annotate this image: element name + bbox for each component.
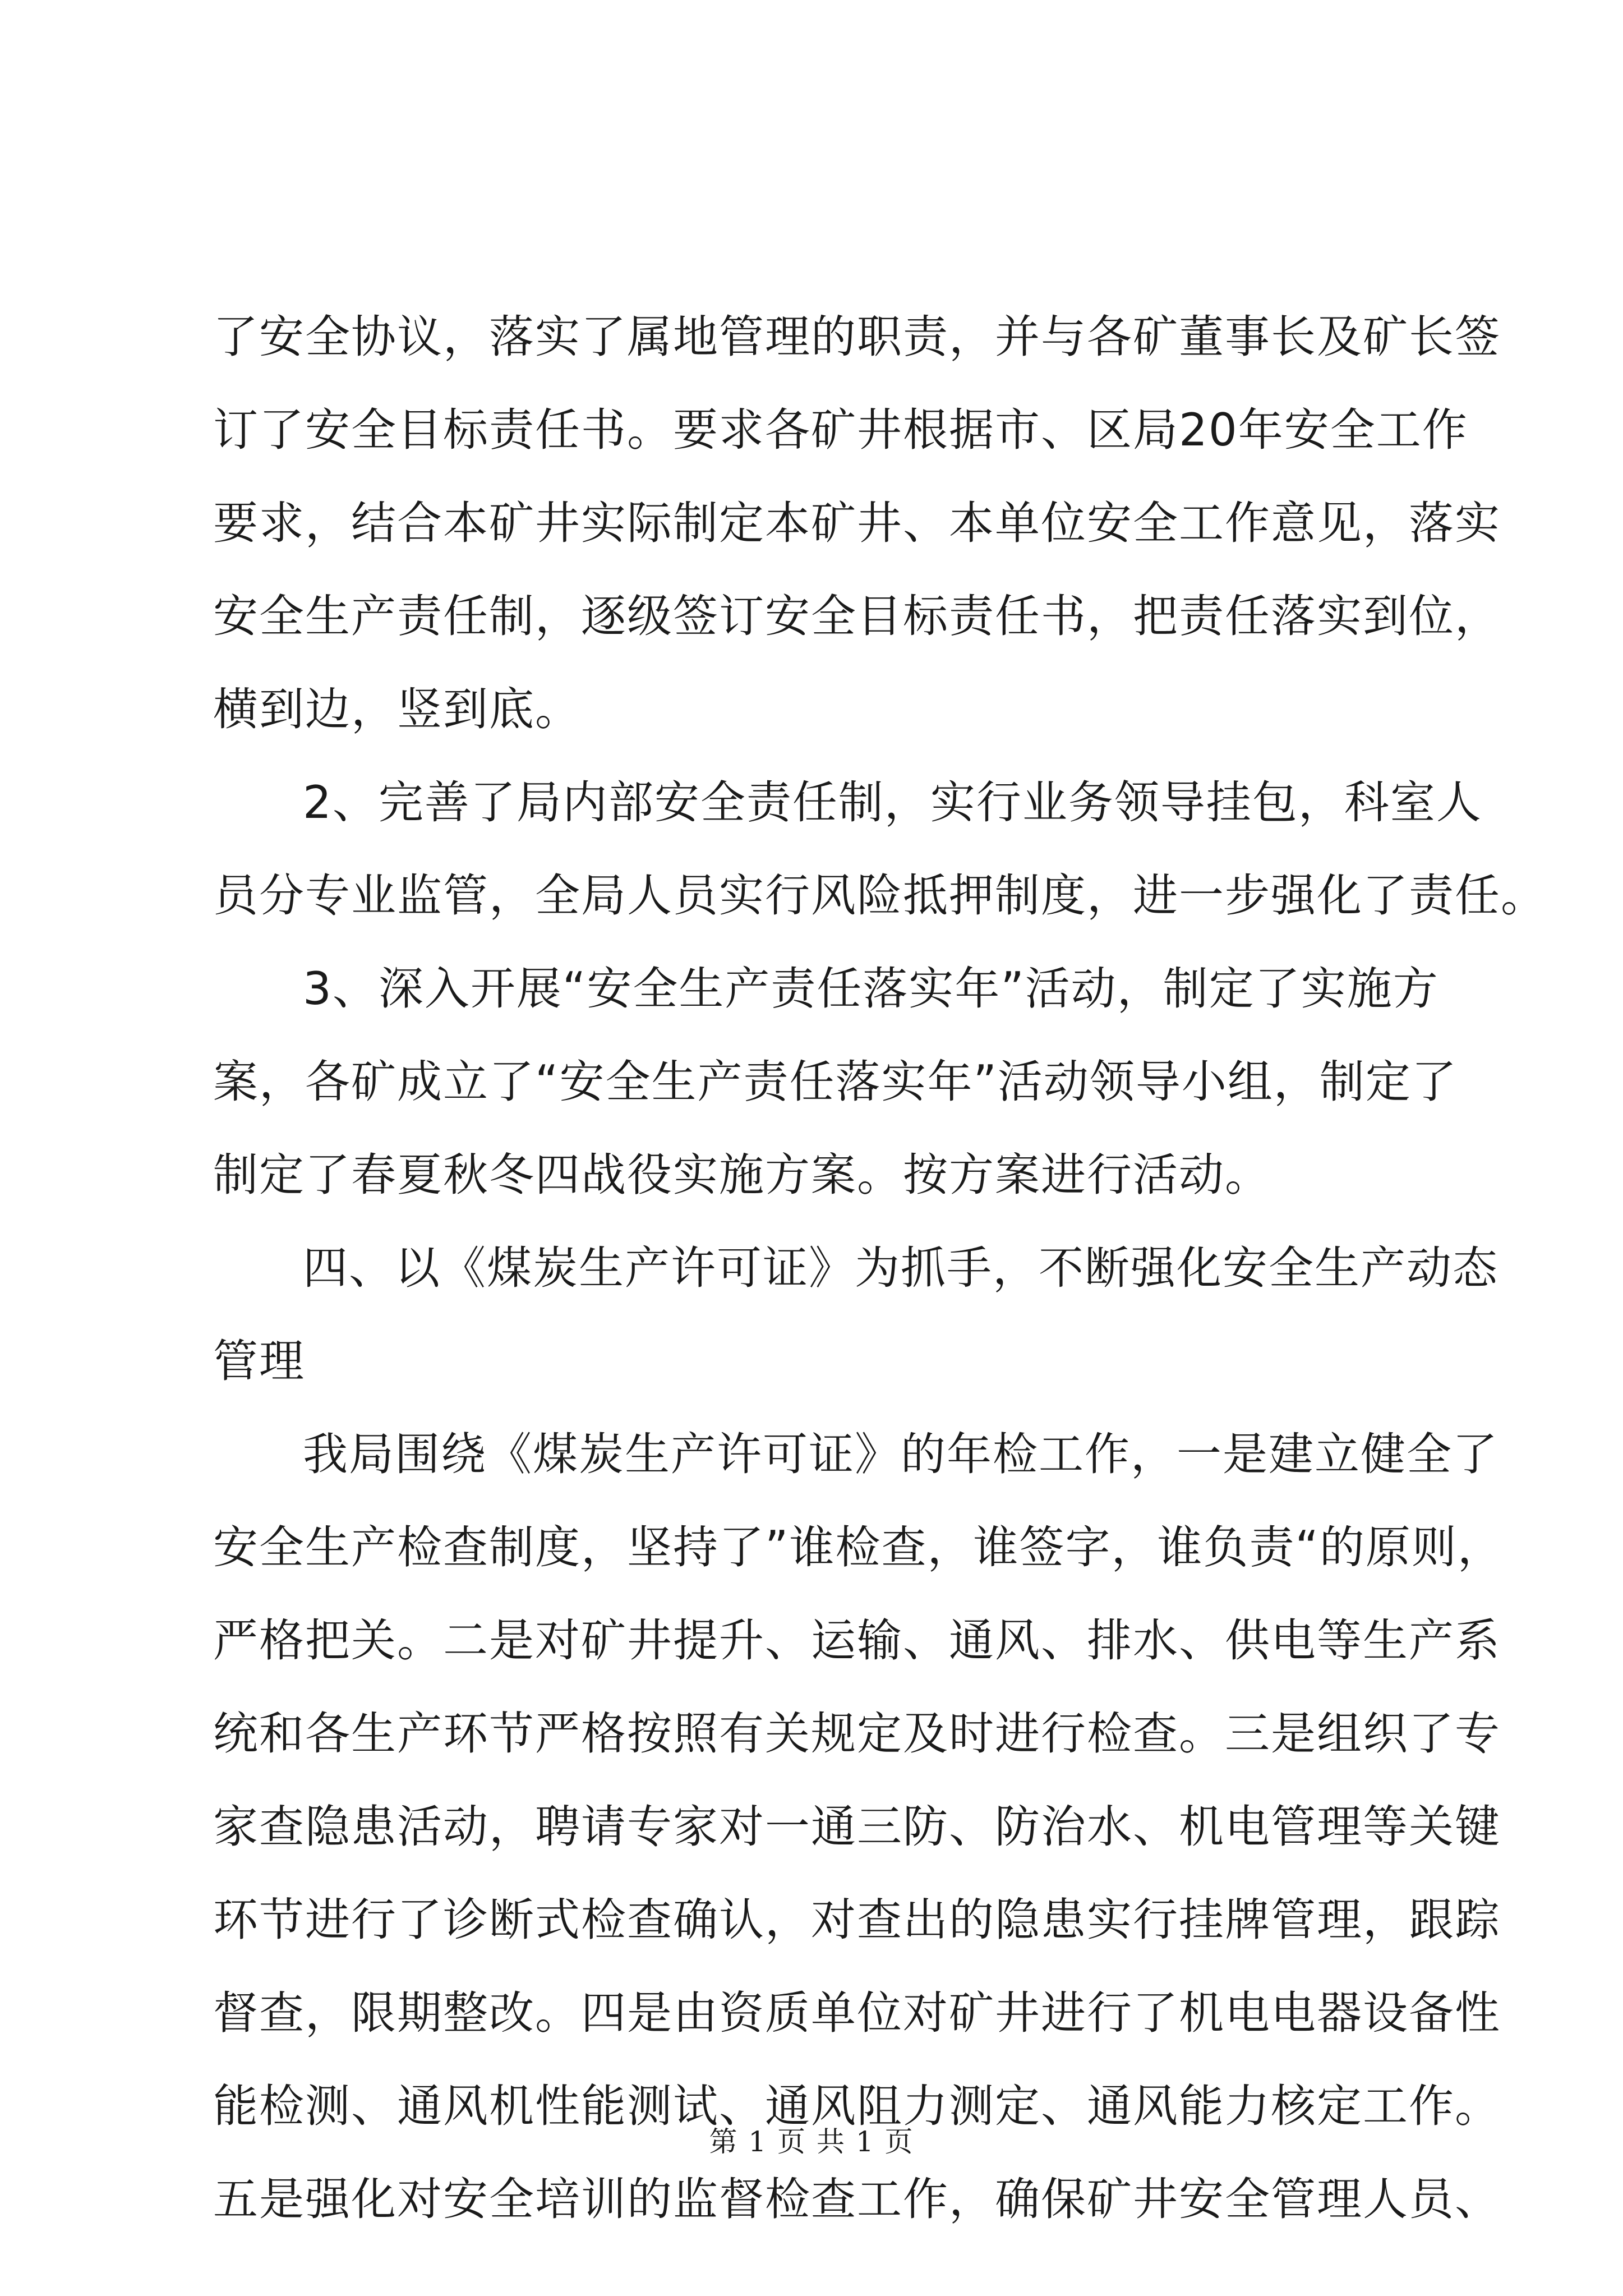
text-line: 能检测、通风机性能测试、通风阻力测定、通风能力核定工作。 bbox=[213, 2080, 1501, 2132]
text-line: 严格把关。二是对矿井提升、运输、通风、排水、供电等生产系 bbox=[213, 1614, 1501, 1667]
section-heading-line: 四、以《煤炭生产许可证》为抓手，不断强化安全生产动态 bbox=[303, 1242, 1498, 1294]
text-line: 了安全协议，落实了属地管理的职责，并与各矿董事长及矿长签 bbox=[213, 311, 1501, 363]
text-line: 3、深入开展“安全生产责任落实年”活动，制定了实施方 bbox=[303, 963, 1439, 1015]
text-line: 横到边，竖到底。 bbox=[213, 683, 581, 735]
text-line: 统和各生产环节严格按照有关规定及时进行检查。三是组织了专 bbox=[213, 1708, 1501, 1760]
document-body bbox=[213, 291, 1547, 2246]
text-line: 五是强化对安全培训的监督检查工作，确保矿井安全管理人员、 bbox=[213, 2173, 1501, 2225]
text-line: 案，各矿成立了“安全生产责任落实年”活动领导小组，制定了 bbox=[213, 1056, 1458, 1108]
text-line: 2、完善了局内部安全责任制，实行业务领导挂包，科室人 bbox=[303, 776, 1482, 829]
text-line: 安全生产检查制度，坚持了”谁检查，谁签字，谁负责“的原则， bbox=[213, 1521, 1504, 1573]
text-line: 员分专业监管，全局人员实行风险抵押制度，进一步强化了责任。 bbox=[213, 869, 1547, 922]
text-line: 订了安全目标责任书。要求各矿井根据市、区局20年安全工作 bbox=[213, 404, 1468, 456]
text-line: 我局围绕《煤炭生产许可证》的年检工作，一是建立健全了 bbox=[303, 1428, 1498, 1480]
text-line: 要求，结合本矿井实际制定本矿井、本单位安全工作意见，落实 bbox=[213, 497, 1501, 549]
text-line: 制定了春夏秋冬四战役实施方案。按方案进行活动。 bbox=[213, 1149, 1271, 1201]
text-line: 安全生产责任制，逐级签订安全目标责任书，把责任落实到位， bbox=[213, 590, 1501, 642]
text-line: 环节进行了诊断式检查确认，对查出的隐患实行挂牌管理，跟踪 bbox=[213, 1894, 1501, 1946]
page-footer: 第 1 页 共 1 页 bbox=[709, 2125, 914, 2158]
text-line: 督查，限期整改。四是由资质单位对矿井进行了机电电器设备性 bbox=[213, 1987, 1501, 2039]
text-line: 家查隐患活动，聘请专家对一通三防、防治水、机电管理等关键 bbox=[213, 1801, 1501, 1853]
section-heading-line: 管理 bbox=[213, 1335, 305, 1387]
